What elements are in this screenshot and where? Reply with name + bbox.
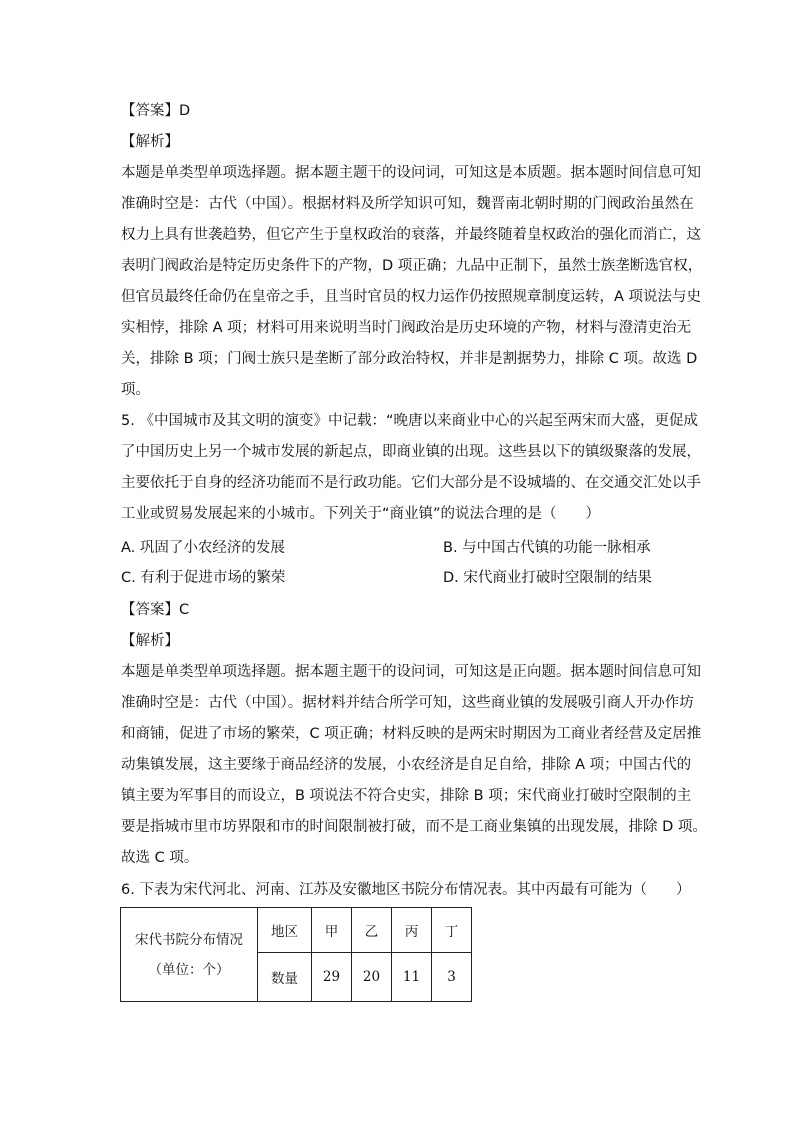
question-5-stem: 5. 《中国城市及其文明的演变》中记载：“晚唐以来商业中心的兴起至两宋而大盛，更促成 <box>121 413 698 429</box>
analysis-line: 表明门阀政治是特定历史条件下的产物，D 项正确；九品中正制下，虽然士族垄断选官权， <box>121 258 703 274</box>
question-5-stem: 主要依托于自身的经济功能而不是行政功能。它们大部分是不设城墙的、在交通交汇处以手 <box>121 475 701 491</box>
analysis-label: 【解析】 <box>121 633 179 649</box>
option-d: D. 宋代商业打破时空限制的结果 <box>443 570 652 586</box>
question-5-stem: 了中国历史上另一个城市发展的新起点，即商业镇的出现。这些县以下的镇级聚落的发展， <box>121 444 701 460</box>
answer-label: 【答案】C <box>121 602 190 618</box>
analysis-line: 权力上具有世袭趋势，但它产生于皇权政治的衰落，并最终随着皇权政治的强化而消亡，这 <box>121 227 701 243</box>
analysis-line: 要是指城市里市坊界限和市的时间限制被打破，而不是工商业集镇的出现发展，排除 D 项。 <box>121 819 707 835</box>
count-cell: 20 <box>352 953 392 1002</box>
row-label-region: 地区 <box>258 908 312 953</box>
question-6-stem: 6. 下表为宋代河北、河南、江苏及安徽地区书院分布情况表。其中丙最有可能为（ ） <box>121 882 691 898</box>
region-cell: 丁 <box>432 908 472 953</box>
option-b: B. 与中国古代镇的功能一脉相承 <box>443 540 651 556</box>
region-cell: 甲 <box>312 908 352 953</box>
academy-distribution-table <box>120 907 472 1002</box>
analysis-line: 但官员最终任命仍在皇帝之手，且当时官员的权力运作仍按照规章制度运转，A 项说法与史 <box>121 289 702 305</box>
answer-label: 【答案】D <box>121 103 191 119</box>
analysis-line: 动集镇发展，这主要缘于商品经济的发展，小农经济是自足自给，排除 A 项；中国古代的 <box>121 757 692 773</box>
analysis-line: 故选 C 项。 <box>121 850 199 866</box>
analysis-line: 本题是单类型单项选择题。据本题主题干的设问词，可知这是正向题。据本题时间信息可知 <box>121 664 701 680</box>
row-label-count: 数量 <box>258 953 312 1002</box>
analysis-line: 镇主要为军事目的而设立，B 项说法不符合史实，排除 B 项；宋代商业打破时空限制的主 <box>121 788 692 804</box>
table-unit: （单位：个） <box>148 961 230 978</box>
count-cell: 11 <box>392 953 432 1002</box>
option-c: C. 有利于促进市场的繁荣 <box>121 570 286 586</box>
analysis-line: 实相悖，排除 A 项；材料可用来说明当时门阀政治是历史环境的产物，材料与澄清吏治无 <box>121 320 692 336</box>
analysis-line: 项。 <box>121 382 150 398</box>
analysis-line: 和商铺，促进了市场的繁荣，C 项正确；材料反映的是两宋时期因为工商业者经营及定居推 <box>121 726 702 742</box>
region-cell: 乙 <box>352 908 392 953</box>
count-cell: 3 <box>432 953 472 1002</box>
analysis-line: 本题是单类型单项选择题。据本题主题干的设问词，可知这是本质题。据本题时间信息可知 <box>121 165 701 181</box>
analysis-line: 准确时空是：古代（中国）。据材料并结合所学可知，这些商业镇的发展吸引商人开办作坊 <box>121 695 694 711</box>
table-title: 宋代书院分布情况 <box>135 931 243 948</box>
option-a: A. 巩固了小农经济的发展 <box>121 540 285 556</box>
region-cell: 丙 <box>392 908 432 953</box>
table-title-cell <box>121 908 258 1002</box>
analysis-label: 【解析】 <box>121 134 179 150</box>
analysis-line: 准确时空是：古代（中国）。根据材料及所学知识可知，魏晋南北朝时期的门阀政治虽然在 <box>121 196 694 212</box>
analysis-line: 关，排除 B 项；门阀士族只是垄断了部分政治特权，并非是割据势力，排除 C 项。故选 D <box>121 351 698 367</box>
count-cell: 29 <box>312 953 352 1002</box>
question-5-stem: 工业或贸易发展起来的小城市。下列关于“商业镇”的说法合理的是（ ） <box>121 506 601 522</box>
